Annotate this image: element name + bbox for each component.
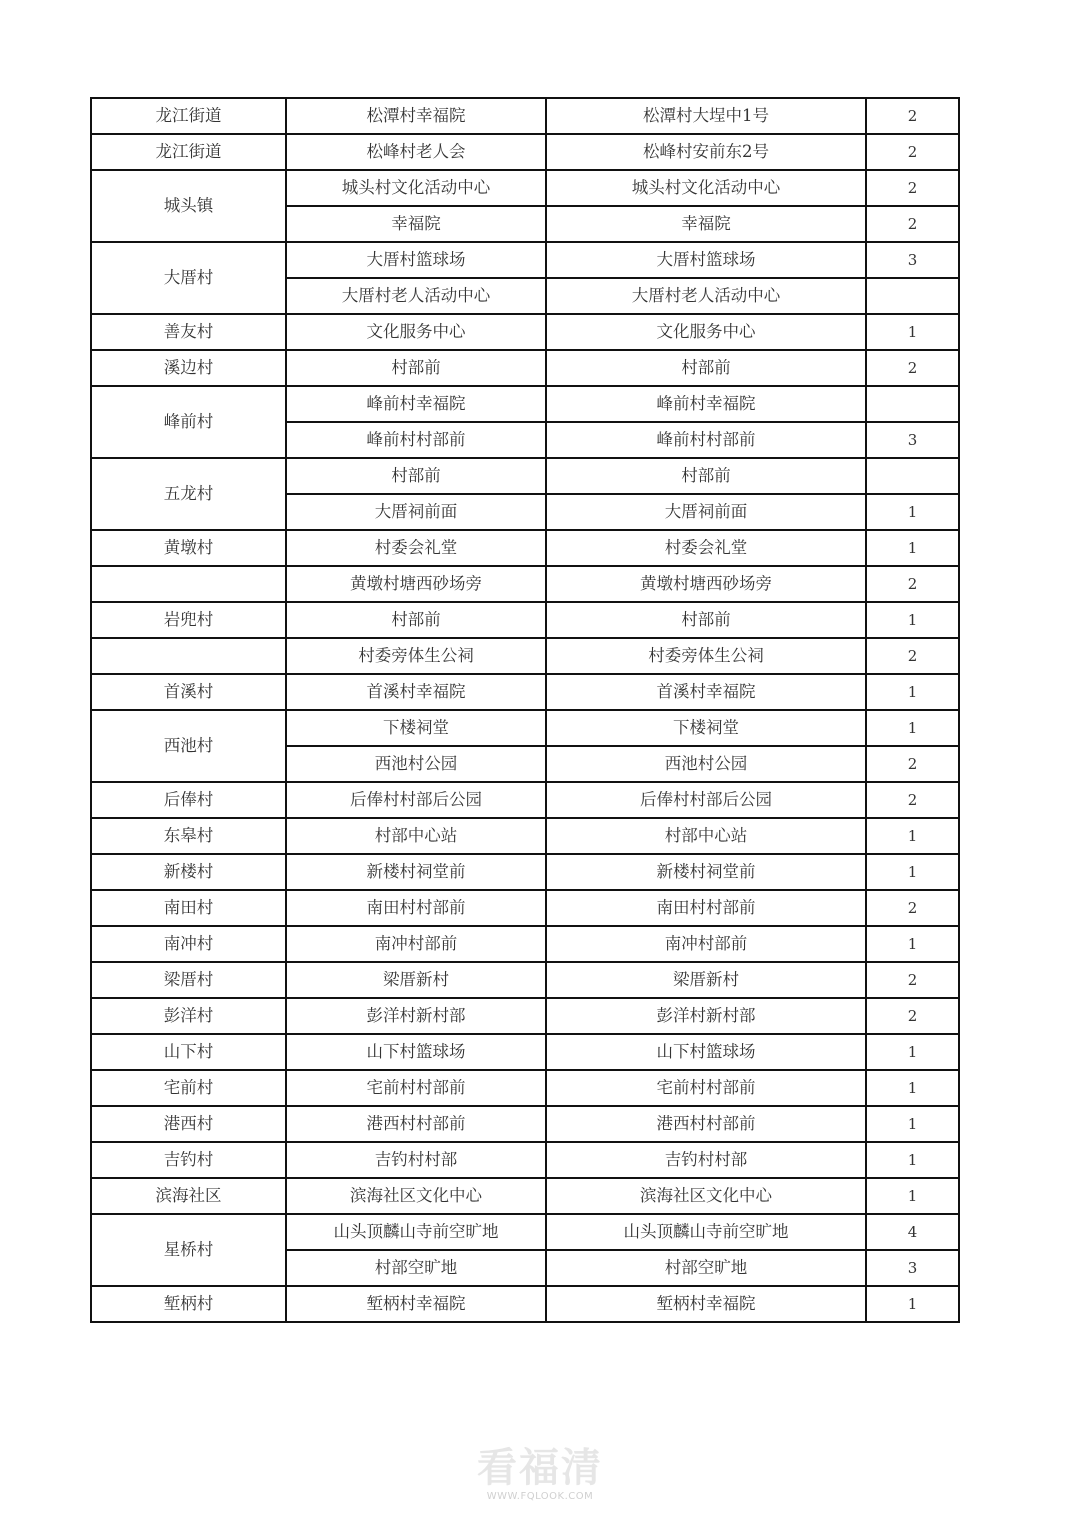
table-row: [91, 602, 959, 638]
cell-count: 2: [866, 782, 959, 818]
cell-area: 港西村: [91, 1106, 286, 1142]
document-table-container: [90, 97, 960, 1323]
cell-address: 村部前: [546, 350, 866, 386]
table-row: [91, 818, 959, 854]
sites-table: [90, 97, 960, 1323]
cell-count: [866, 458, 959, 494]
cell-count: 2: [866, 962, 959, 998]
cell-count: 2: [866, 566, 959, 602]
cell-address: 黄墩村塘西砂场旁: [546, 566, 866, 602]
cell-address: 吉钓村村部: [546, 1142, 866, 1178]
cell-count: 3: [866, 242, 959, 278]
cell-area: [91, 566, 286, 602]
cell-site: 堑柄村幸福院: [286, 1286, 546, 1322]
cell-area: 溪边村: [91, 350, 286, 386]
table-row: [91, 1034, 959, 1070]
table-row: [91, 458, 959, 494]
cell-site: 西池村公园: [286, 746, 546, 782]
cell-count: 2: [866, 170, 959, 206]
cell-area: [91, 638, 286, 674]
cell-count: 1: [866, 1106, 959, 1142]
table-row: [91, 1214, 959, 1250]
table-row: [91, 1142, 959, 1178]
cell-site: 峰前村村部前: [286, 422, 546, 458]
table-row: [91, 854, 959, 890]
cell-site: 下楼祠堂: [286, 710, 546, 746]
cell-site: 文化服务中心: [286, 314, 546, 350]
cell-count: 1: [866, 494, 959, 530]
table-row: [91, 314, 959, 350]
cell-area: 首溪村: [91, 674, 286, 710]
cell-area: 宅前村: [91, 1070, 286, 1106]
cell-site: 村委会礼堂: [286, 530, 546, 566]
cell-count: 1: [866, 1286, 959, 1322]
cell-area: 滨海社区: [91, 1178, 286, 1214]
cell-count: 2: [866, 746, 959, 782]
cell-count: 1: [866, 926, 959, 962]
cell-address: 村部前: [546, 602, 866, 638]
table-row: [91, 674, 959, 710]
cell-area: 善友村: [91, 314, 286, 350]
cell-site: 梁厝新村: [286, 962, 546, 998]
cell-count: 2: [866, 998, 959, 1034]
cell-area: 东皋村: [91, 818, 286, 854]
table-row: [91, 1178, 959, 1214]
cell-site: 城头村文化活动中心: [286, 170, 546, 206]
cell-area: 龙江街道: [91, 98, 286, 134]
cell-area: 黄墩村: [91, 530, 286, 566]
cell-site: 宅前村村部前: [286, 1070, 546, 1106]
cell-count: 1: [866, 818, 959, 854]
cell-address: 山下村篮球场: [546, 1034, 866, 1070]
cell-site: 村委旁体生公祠: [286, 638, 546, 674]
table-row: [91, 170, 959, 206]
cell-area: 南冲村: [91, 926, 286, 962]
cell-site: 松潭村幸福院: [286, 98, 546, 134]
table-row: [91, 998, 959, 1034]
cell-count: 1: [866, 602, 959, 638]
cell-count: [866, 386, 959, 422]
cell-address: 港西村村部前: [546, 1106, 866, 1142]
cell-area: 吉钓村: [91, 1142, 286, 1178]
cell-address: 南田村村部前: [546, 890, 866, 926]
cell-site: 新楼村祠堂前: [286, 854, 546, 890]
cell-address: 村委旁体生公祠: [546, 638, 866, 674]
table-row: [91, 566, 959, 602]
cell-address: 村部中心站: [546, 818, 866, 854]
cell-address: 梁厝新村: [546, 962, 866, 998]
cell-address: 山头顶麟山寺前空旷地: [546, 1214, 866, 1250]
cell-address: 松潭村大埕中1号: [546, 98, 866, 134]
cell-address: 下楼祠堂: [546, 710, 866, 746]
cell-site: 峰前村幸福院: [286, 386, 546, 422]
cell-site: 南田村村部前: [286, 890, 546, 926]
cell-count: 1: [866, 674, 959, 710]
cell-site: 松峰村老人会: [286, 134, 546, 170]
cell-area: 龙江街道: [91, 134, 286, 170]
cell-address: 峰前村村部前: [546, 422, 866, 458]
cell-site: 港西村村部前: [286, 1106, 546, 1142]
cell-count: 2: [866, 350, 959, 386]
cell-site: 首溪村幸福院: [286, 674, 546, 710]
cell-site: 黄墩村塘西砂场旁: [286, 566, 546, 602]
cell-count: 1: [866, 530, 959, 566]
cell-site: 吉钓村村部: [286, 1142, 546, 1178]
cell-address: 松峰村安前东2号: [546, 134, 866, 170]
cell-address: 宅前村村部前: [546, 1070, 866, 1106]
cell-count: 3: [866, 422, 959, 458]
table-row: [91, 1286, 959, 1322]
watermark-url: WWW.FQLOOK.COM: [486, 1491, 594, 1502]
cell-address: 滨海社区文化中心: [546, 1178, 866, 1214]
cell-area: 彭洋村: [91, 998, 286, 1034]
cell-address: 村部空旷地: [546, 1250, 866, 1286]
cell-address: 彭洋村新村部: [546, 998, 866, 1034]
cell-site: 大厝祠前面: [286, 494, 546, 530]
cell-count: 1: [866, 1178, 959, 1214]
cell-count: 3: [866, 1250, 959, 1286]
cell-area: 后俸村: [91, 782, 286, 818]
cell-area: 岩兜村: [91, 602, 286, 638]
cell-area: 山下村: [91, 1034, 286, 1070]
table-row: [91, 710, 959, 746]
cell-count: 1: [866, 314, 959, 350]
cell-site: 村部前: [286, 350, 546, 386]
cell-area: 梁厝村: [91, 962, 286, 998]
cell-area: 峰前村: [91, 386, 286, 458]
cell-area: 五龙村: [91, 458, 286, 530]
table-row: [91, 962, 959, 998]
table-row: [91, 134, 959, 170]
cell-address: 幸福院: [546, 206, 866, 242]
cell-site: 山下村篮球场: [286, 1034, 546, 1070]
cell-count: 2: [866, 98, 959, 134]
cell-site: 大厝村老人活动中心: [286, 278, 546, 314]
cell-address: 峰前村幸福院: [546, 386, 866, 422]
cell-site: 彭洋村新村部: [286, 998, 546, 1034]
cell-count: 2: [866, 206, 959, 242]
table-row: [91, 926, 959, 962]
table-row: [91, 350, 959, 386]
cell-area: 大厝村: [91, 242, 286, 314]
cell-count: 2: [866, 134, 959, 170]
cell-address: 南冲村部前: [546, 926, 866, 962]
table-row: [91, 890, 959, 926]
table-row: [91, 386, 959, 422]
cell-address: 大厝祠前面: [546, 494, 866, 530]
cell-count: 4: [866, 1214, 959, 1250]
cell-area: 南田村: [91, 890, 286, 926]
cell-site: 山头顶麟山寺前空旷地: [286, 1214, 546, 1250]
cell-address: 文化服务中心: [546, 314, 866, 350]
table-row: [91, 782, 959, 818]
cell-address: 新楼村祠堂前: [546, 854, 866, 890]
cell-area: 西池村: [91, 710, 286, 782]
watermark: [440, 1445, 640, 1502]
cell-address: 西池村公园: [546, 746, 866, 782]
watermark-logo-text: 看福清: [477, 1445, 603, 1491]
cell-site: 村部前: [286, 602, 546, 638]
cell-count: 1: [866, 1142, 959, 1178]
cell-count: 1: [866, 710, 959, 746]
cell-address: 村委会礼堂: [546, 530, 866, 566]
cell-area: 新楼村: [91, 854, 286, 890]
cell-count: 1: [866, 854, 959, 890]
cell-site: 村部中心站: [286, 818, 546, 854]
cell-area: 堑柄村: [91, 1286, 286, 1322]
table-row: [91, 530, 959, 566]
cell-site: 滨海社区文化中心: [286, 1178, 546, 1214]
cell-site: 大厝村篮球场: [286, 242, 546, 278]
cell-address: 大厝村篮球场: [546, 242, 866, 278]
table-row: [91, 98, 959, 134]
cell-address: 城头村文化活动中心: [546, 170, 866, 206]
cell-site: 后俸村村部后公园: [286, 782, 546, 818]
cell-address: 后俸村村部后公园: [546, 782, 866, 818]
cell-count: [866, 278, 959, 314]
cell-site: 村部前: [286, 458, 546, 494]
cell-site: 幸福院: [286, 206, 546, 242]
table-row: [91, 242, 959, 278]
table-row: [91, 638, 959, 674]
cell-address: 首溪村幸福院: [546, 674, 866, 710]
table-row: [91, 1106, 959, 1142]
cell-count: 1: [866, 1034, 959, 1070]
cell-address: 堑柄村幸福院: [546, 1286, 866, 1322]
cell-area: 星桥村: [91, 1214, 286, 1286]
cell-count: 2: [866, 638, 959, 674]
cell-count: 2: [866, 890, 959, 926]
cell-area: 城头镇: [91, 170, 286, 242]
cell-site: 南冲村部前: [286, 926, 546, 962]
cell-address: 村部前: [546, 458, 866, 494]
cell-site: 村部空旷地: [286, 1250, 546, 1286]
table-row: [91, 1070, 959, 1106]
sites-table-body: [91, 98, 959, 1322]
cell-count: 1: [866, 1070, 959, 1106]
cell-address: 大厝村老人活动中心: [546, 278, 866, 314]
